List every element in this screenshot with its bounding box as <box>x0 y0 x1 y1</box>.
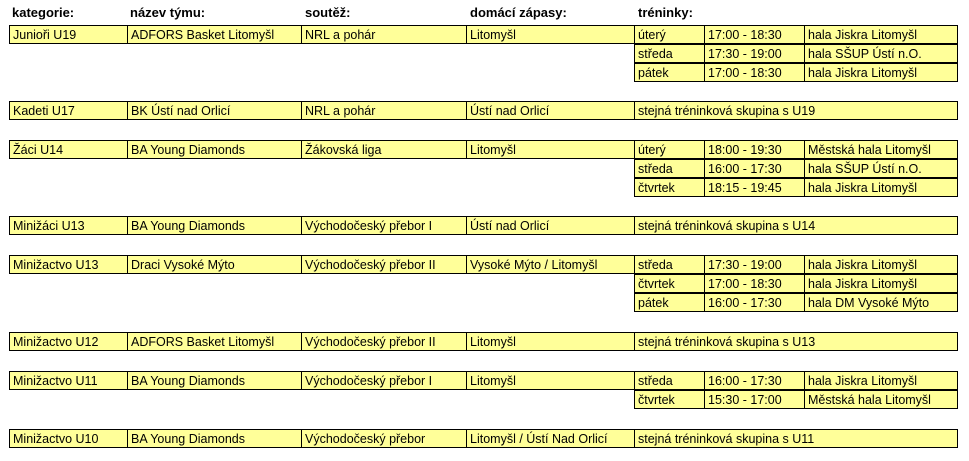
trenink-cas-cell: 16:00 - 17:30 <box>704 159 805 178</box>
nazev-tymu-cell: BA Young Diamonds <box>127 371 302 390</box>
trenink-cas-cell: 17:00 - 18:30 <box>704 63 805 82</box>
trenink-den-cell: pátek <box>634 63 705 82</box>
nazev-tymu-cell: BA Young Diamonds <box>127 429 302 448</box>
trenink-misto-cell: hala Jiskra Litomyšl <box>804 25 958 44</box>
trenink-den-cell: úterý <box>634 140 705 159</box>
soutez-cell: NRL a pohár <box>301 101 467 120</box>
trenink-misto-cell: hala Jiskra Litomyšl <box>804 371 958 390</box>
trenink-den-cell: úterý <box>634 25 705 44</box>
header-treninky: tréninky: <box>638 5 693 20</box>
nazev-tymu-cell: BA Young Diamonds <box>127 140 302 159</box>
header-nazev-tymu: název týmu: <box>130 5 206 20</box>
header-soutez: soutěž: <box>305 5 351 20</box>
nazev-tymu-cell: Draci Vysoké Mýto <box>127 255 302 274</box>
trenink-cas-cell: 17:30 - 19:00 <box>704 44 805 63</box>
trenink-misto-cell: hala Jiskra Litomyšl <box>804 63 958 82</box>
trenink-cas-cell: 18:15 - 19:45 <box>704 178 805 197</box>
trenink-den-cell: středa <box>634 159 705 178</box>
domaci-zapasy-cell: Litomyšl <box>466 25 635 44</box>
trenink-misto-cell: Městská hala Litomyšl <box>804 140 958 159</box>
trenink-poznamka-cell: stejná tréninková skupina s U11 <box>634 429 958 448</box>
soutez-cell: Východočeský přebor II <box>301 332 467 351</box>
nazev-tymu-cell: ADFORS Basket Litomyšl <box>127 25 302 44</box>
nazev-tymu-cell: BK Ústí nad Orlicí <box>127 101 302 120</box>
kategorie-cell: Minižactvo U10 <box>9 429 128 448</box>
trenink-cas-cell: 16:00 - 17:30 <box>704 371 805 390</box>
trenink-den-cell: středa <box>634 44 705 63</box>
nazev-tymu-cell: ADFORS Basket Litomyšl <box>127 332 302 351</box>
trenink-den-cell: čtvrtek <box>634 274 705 293</box>
soutez-cell: NRL a pohár <box>301 25 467 44</box>
soutez-cell: Žákovská liga <box>301 140 467 159</box>
kategorie-cell: Junioři U19 <box>9 25 128 44</box>
kategorie-cell: Minižactvo U13 <box>9 255 128 274</box>
trenink-misto-cell: hala Jiskra Litomyšl <box>804 274 958 293</box>
domaci-zapasy-cell: Litomyšl <box>466 371 635 390</box>
trenink-poznamka-cell: stejná tréninková skupina s U19 <box>634 101 958 120</box>
trenink-cas-cell: 16:00 - 17:30 <box>704 293 805 312</box>
domaci-zapasy-cell: Litomyšl <box>466 140 635 159</box>
trenink-misto-cell: hala SŠUP Ústí n.O. <box>804 44 958 63</box>
soutez-cell: Východočeský přebor I <box>301 371 467 390</box>
trenink-cas-cell: 17:00 - 18:30 <box>704 274 805 293</box>
kategorie-cell: Žáci U14 <box>9 140 128 159</box>
header-domaci-zapasy: domácí zápasy: <box>470 5 567 20</box>
trenink-cas-cell: 17:30 - 19:00 <box>704 255 805 274</box>
trenink-den-cell: středa <box>634 371 705 390</box>
trenink-cas-cell: 18:00 - 19:30 <box>704 140 805 159</box>
trenink-misto-cell: hala DM Vysoké Mýto <box>804 293 958 312</box>
trenink-den-cell: čtvrtek <box>634 390 705 409</box>
soutez-cell: Východočeský přebor <box>301 429 467 448</box>
domaci-zapasy-cell: Litomyšl / Ústí Nad Orlicí <box>466 429 635 448</box>
trenink-den-cell: středa <box>634 255 705 274</box>
trenink-cas-cell: 17:00 - 18:30 <box>704 25 805 44</box>
domaci-zapasy-cell: Ústí nad Orlicí <box>466 101 635 120</box>
soutez-cell: Východočeský přebor II <box>301 255 467 274</box>
domaci-zapasy-cell: Vysoké Mýto / Litomyšl <box>466 255 635 274</box>
header-kategorie: kategorie: <box>12 5 75 20</box>
kategorie-cell: Minižactvo U12 <box>9 332 128 351</box>
trenink-misto-cell: hala Jiskra Litomyšl <box>804 178 958 197</box>
trenink-misto-cell: hala Jiskra Litomyšl <box>804 255 958 274</box>
trenink-misto-cell: Městská hala Litomyšl <box>804 390 958 409</box>
trenink-misto-cell: hala SŠUP Ústí n.O. <box>804 159 958 178</box>
trenink-den-cell: čtvrtek <box>634 178 705 197</box>
nazev-tymu-cell: BA Young Diamonds <box>127 216 302 235</box>
trenink-poznamka-cell: stejná tréninková skupina s U14 <box>634 216 958 235</box>
soutez-cell: Východočeský přebor I <box>301 216 467 235</box>
kategorie-cell: Minižáci U13 <box>9 216 128 235</box>
domaci-zapasy-cell: Litomyšl <box>466 332 635 351</box>
trenink-cas-cell: 15:30 - 17:00 <box>704 390 805 409</box>
trenink-den-cell: pátek <box>634 293 705 312</box>
kategorie-cell: Minižactvo U11 <box>9 371 128 390</box>
trenink-poznamka-cell: stejná tréninková skupina s U13 <box>634 332 958 351</box>
kategorie-cell: Kadeti U17 <box>9 101 128 120</box>
domaci-zapasy-cell: Ústí nad Orlicí <box>466 216 635 235</box>
